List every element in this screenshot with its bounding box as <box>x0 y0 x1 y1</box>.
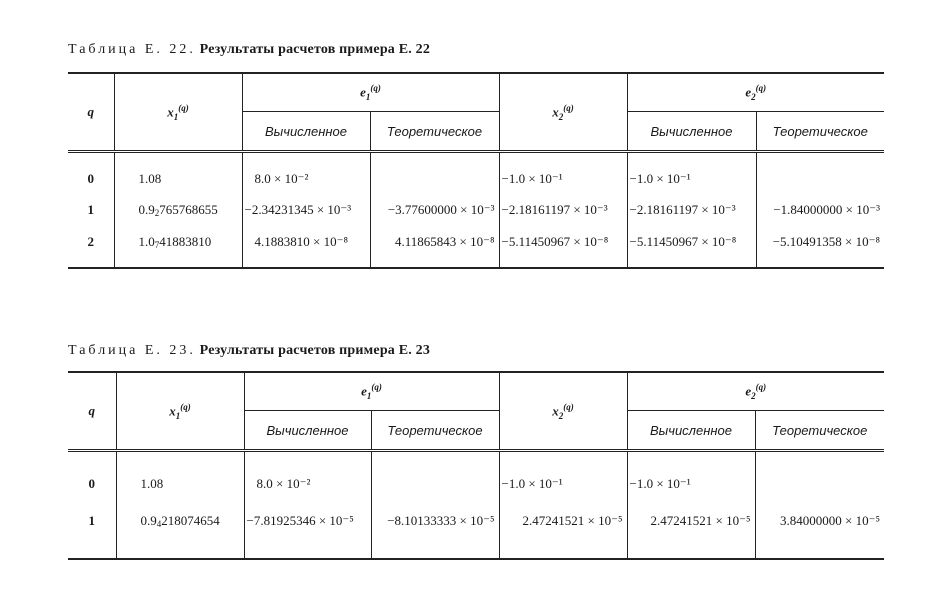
cell-q: 1 <box>68 191 114 229</box>
cell-e2-computed: −1.0 × 10⁻¹ <box>627 451 755 499</box>
header-q: q <box>68 372 116 451</box>
cell-q: 2 <box>68 229 114 268</box>
cell-x2: −1.0 × 10⁻¹ <box>499 451 627 499</box>
caption-title: Результаты расчетов примера Е. 23 <box>199 343 431 358</box>
caption-label: Таблица Е. 22. <box>68 42 196 57</box>
cell-q: 0 <box>68 451 116 499</box>
cell-e1-computed: 4.1883810 × 10⁻⁸ <box>242 229 370 268</box>
header-x1: $x_1^{(q)}$ <box>114 73 242 152</box>
table-row <box>68 229 884 268</box>
cell-e2-computed: −5.11450967 × 10⁻⁸ <box>627 229 756 268</box>
cell-x2: −2.18161197 × 10⁻³ <box>499 191 627 229</box>
cell-e1-theoretical: −3.77600000 × 10⁻³ <box>370 191 499 229</box>
cell-e2-theoretical: 3.84000000 × 10⁻⁵ <box>755 498 884 559</box>
table-row <box>68 498 884 559</box>
header-e1-computed: Вычисленное <box>242 112 370 152</box>
cell-x1: $0.9_4218074654$ <box>116 498 244 559</box>
cell-e1-computed: 8.0 × 10⁻² <box>242 152 370 192</box>
header-x2: $x_2^{(q)}$ <box>499 73 627 152</box>
cell-e1-theoretical: 4.11865843 × 10⁻⁸ <box>370 229 499 268</box>
results-table-e23 <box>68 371 884 560</box>
header-e2-theoretical: Теоретическое <box>756 112 884 152</box>
header-x1: $x_1^{(q)}$ <box>116 372 244 451</box>
cell-e1-theoretical: −8.10133333 × 10⁻⁵ <box>371 498 499 559</box>
header-e1: $e_1^{(q)}$ <box>244 372 499 411</box>
cell-e1-theoretical <box>370 152 499 192</box>
header-e2: $e_2^{(q)}$ <box>627 372 884 411</box>
table-row <box>68 152 884 192</box>
cell-e1-theoretical <box>371 451 499 499</box>
table-caption-e23 <box>68 343 430 359</box>
header-q: q <box>68 73 114 152</box>
cell-e1-computed: −7.81925346 × 10⁻⁵ <box>244 498 371 559</box>
cell-x1: $1.0_741883810$ <box>114 229 242 268</box>
table-row <box>68 451 884 499</box>
cell-e2-theoretical <box>756 152 884 192</box>
cell-x2: 2.47241521 × 10⁻⁵ <box>499 498 627 559</box>
results-table-e22 <box>68 72 884 269</box>
header-e2-computed: Вычисленное <box>627 411 755 451</box>
caption-label: Таблица Е. 23. <box>68 343 196 358</box>
cell-x1: $0.9_2765768655$ <box>114 191 242 229</box>
cell-x2: −5.11450967 × 10⁻⁸ <box>499 229 627 268</box>
table-row <box>68 191 884 229</box>
cell-e2-computed: −1.0 × 10⁻¹ <box>627 152 756 192</box>
cell-e2-theoretical: −5.10491358 × 10⁻⁸ <box>756 229 884 268</box>
header-e1-theoretical: Теоретическое <box>370 112 499 152</box>
cell-e1-computed: 8.0 × 10⁻² <box>244 451 371 499</box>
cell-e2-computed: 2.47241521 × 10⁻⁵ <box>627 498 755 559</box>
cell-q: 0 <box>68 152 114 192</box>
header-x2: $x_2^{(q)}$ <box>499 372 627 451</box>
header-e2-computed: Вычисленное <box>627 112 756 152</box>
header-e2: $e_2^{(q)}$ <box>627 73 884 112</box>
cell-q: 1 <box>68 498 116 559</box>
cell-x1: 1.08 <box>114 152 242 192</box>
cell-x2: −1.0 × 10⁻¹ <box>499 152 627 192</box>
header-e2-theoretical: Теоретическое <box>755 411 884 451</box>
header-e1-computed: Вычисленное <box>244 411 371 451</box>
caption-title: Результаты расчетов примера Е. 22 <box>199 42 431 57</box>
header-e1: $e_1^{(q)}$ <box>242 73 499 112</box>
cell-x1: 1.08 <box>116 451 244 499</box>
cell-e1-computed: −2.34231345 × 10⁻³ <box>242 191 370 229</box>
cell-e2-computed: −2.18161197 × 10⁻³ <box>627 191 756 229</box>
header-e1-theoretical: Теоретическое <box>371 411 499 451</box>
cell-e2-theoretical: −1.84000000 × 10⁻³ <box>756 191 884 229</box>
table-caption-e22 <box>68 42 430 58</box>
cell-e2-theoretical <box>755 451 884 499</box>
